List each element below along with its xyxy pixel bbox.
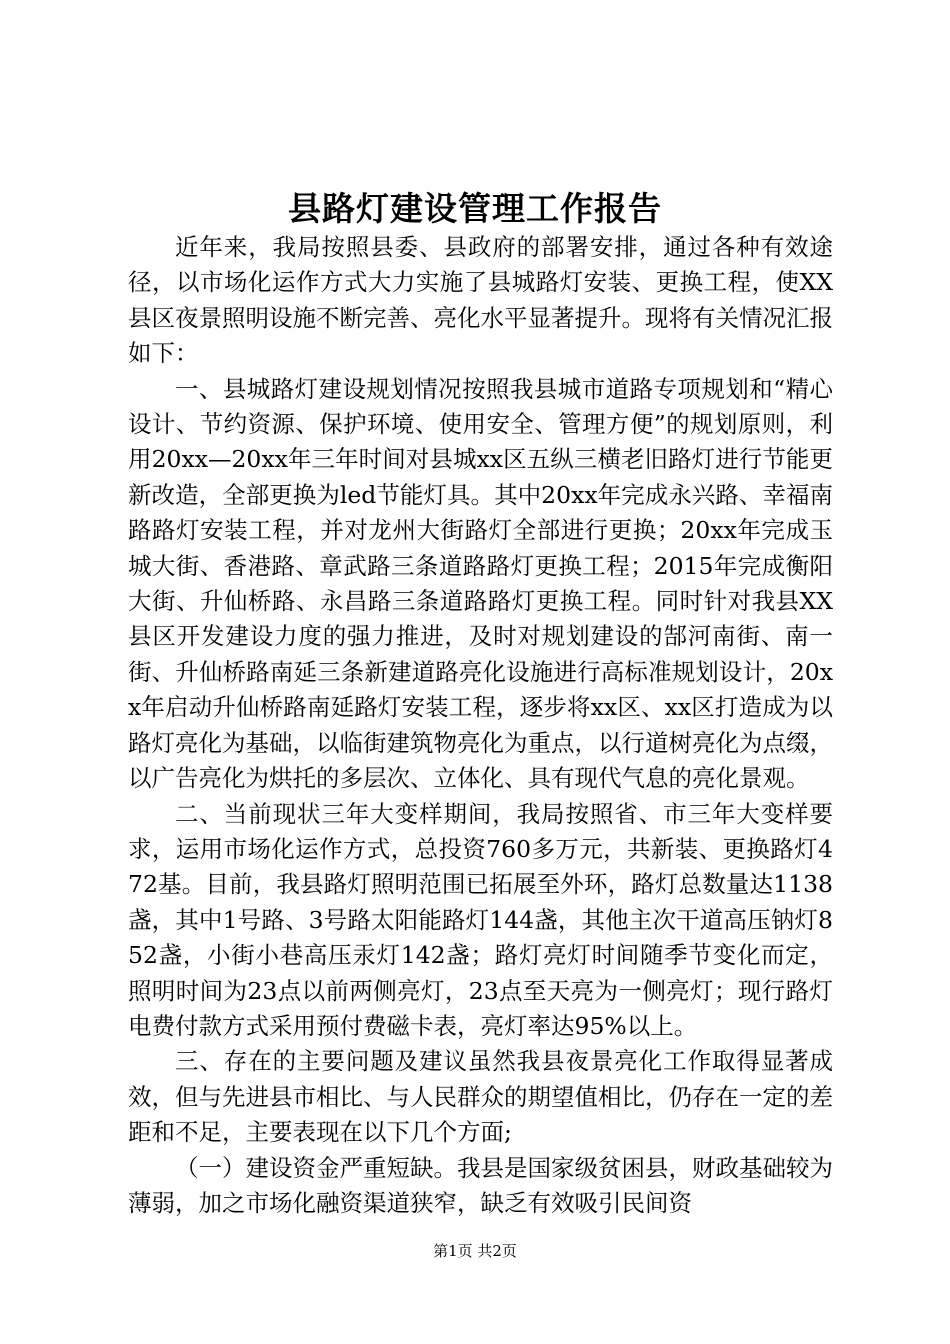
paragraph-subsection-1: （一）建设资金严重短缺。我县是国家级贫困县，财政基础较为薄弱，加之市场化融资渠道狭窄，缺乏有效吸引民间资: [128, 1153, 833, 1217]
paragraph-section-3: 三、存在的主要问题及建议虽然我县夜景亮化工作取得显著成效，但与先进县市相比、与人民群众的期望值相比，仍存在一定的差距和不足，主要表现在以下几个方面;: [128, 1047, 833, 1147]
page-footer: 第1页 共2页: [433, 1242, 517, 1260]
paragraph-section-1: 一、县城路灯建设规划情况按照我县城市道路专项规划和“精心设计、节约资源、保护环境、使用安全、管理方便”的规划原则，利用20xx—20xx年三年时间对县城xx区五纵三横老旧路灯进行节能更新改造，全部更换为led节能灯具。其中20xx年完成永兴路、幸福南路路灯安装工程，并对龙州大街路灯全部进行更换；20xx年完成玉城大街、香港路、章武路三条道路路灯更换工程；2015年完成衡阳大街、升仙桥路、永昌路三条道路路灯更换工程。同时针对我县XX县区开发建设力度的强力推进，及时对规划建设的郜河南街、南一街、升仙桥路南延三条新建道路亮化设施进行高标准规划设计，20xx年启动升仙桥路南延路灯安装工程，逐步将xx区、xx区打造成为以路灯亮化为基础，以临街建筑物亮化为重点，以行道树亮化为点缀，以广告亮化为烘托的多层次、立体化、具有现代气息的亮化景观。: [128, 374, 833, 793]
document-body: [128, 230, 833, 1221]
document-title: 县路灯建设管理工作报告: [288, 189, 662, 228]
paragraph-section-2: 二、当前现状三年大变样期间，我局按照省、市三年大变样要求，运用市场化运作方式，总投资760多万元，共新装、更换路灯472基。目前，我县路灯照明范围已拓展至外环，路灯总数量达1138盏，其中1号路、3号路太阳能路灯144盏，其他主次干道高压钠灯852盏，小街小巷高压汞灯142盏；路灯亮灯时间随季节变化而定，照明时间为23点以前两侧亮灯，23点至天亮为一侧亮灯；现行路灯电费付款方式采用预付费磁卡表，亮灯率达95%以上。: [128, 799, 833, 1040]
paragraph-intro: 近年来，我局按照县委、县政府的部署安排，通过各种有效途径，以市场化运作方式大力实施了县城路灯安装、更换工程，使XX县区夜景照明设施不断完善、亮化水平显著提升。现将有关情况汇报如下：: [128, 233, 833, 368]
